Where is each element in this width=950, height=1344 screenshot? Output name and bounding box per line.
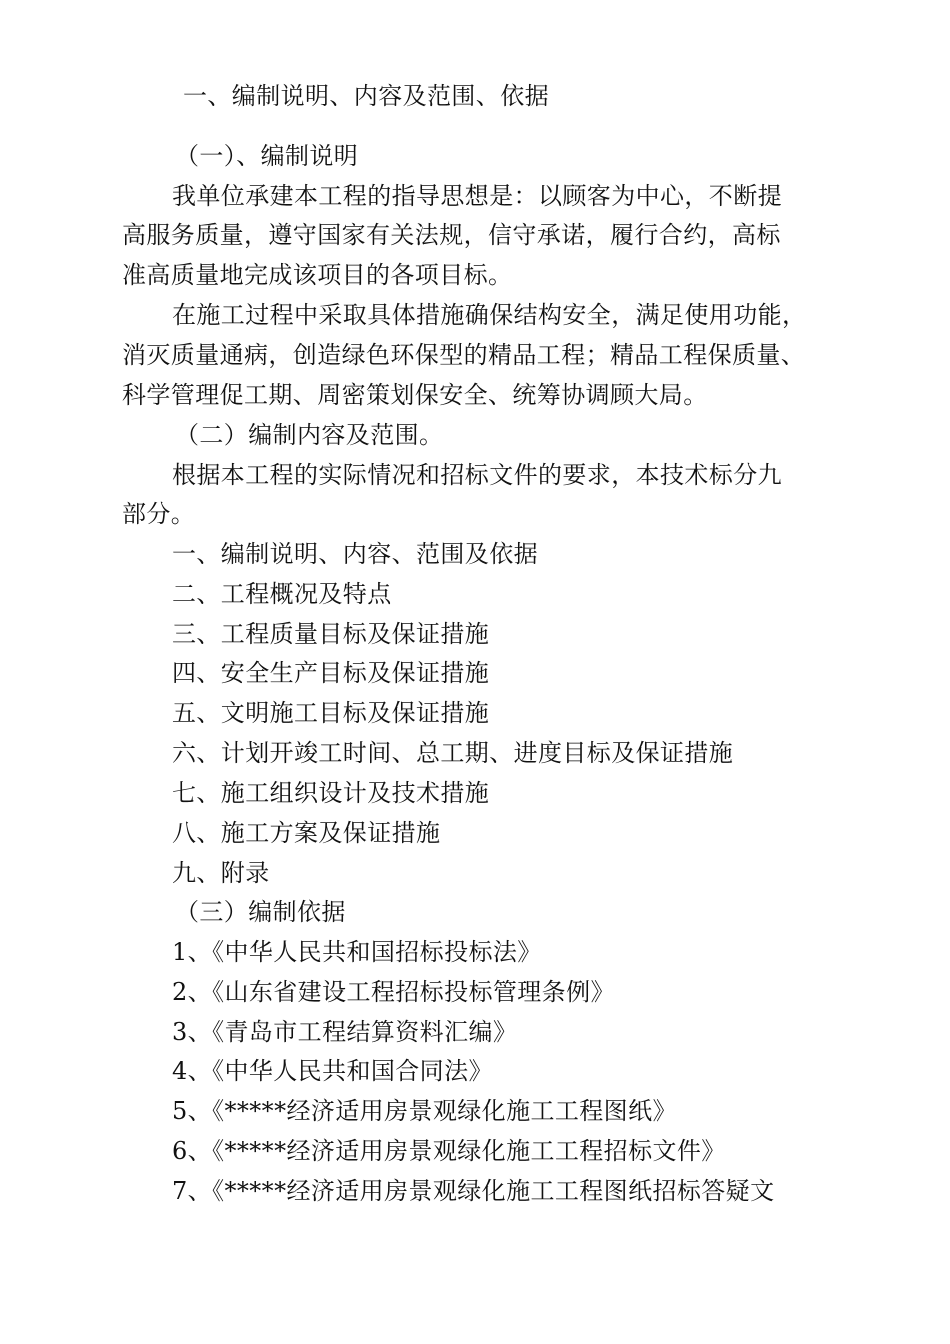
content-item-3: 三、工程质量目标及保证措施 bbox=[172, 620, 490, 648]
basis-item-7: 7、《*****经济适用房景观绿化施工工程图纸招标答疑文 bbox=[172, 1177, 775, 1205]
content-item-1: 一、编制说明、内容、范围及依据 bbox=[172, 540, 538, 568]
basis-item-1: 1、《中华人民共和国招标投标法》 bbox=[172, 938, 542, 966]
content-item-9: 九、附录 bbox=[172, 859, 270, 887]
section-3-title: （三）编制依据 bbox=[175, 898, 346, 926]
content-item-7: 七、施工组织设计及技术措施 bbox=[172, 779, 490, 807]
section-1-para-2-line-2: 消灭质量通病，创造绿色环保型的精品工程；精品工程保质量、 bbox=[122, 341, 806, 369]
section-1-para-1-line-3: 准高质量地完成该项目的各项目标。 bbox=[122, 261, 513, 289]
basis-item-6: 6、《*****经济适用房景观绿化施工工程招标文件》 bbox=[172, 1137, 726, 1165]
section-1-para-2-line-3: 科学管理促工期、周密策划保安全、统筹协调顾大局。 bbox=[122, 381, 708, 409]
content-item-5: 五、文明施工目标及保证措施 bbox=[172, 699, 490, 727]
section-2-intro-line-1: 根据本工程的实际情况和招标文件的要求，本技术标分九 bbox=[172, 461, 782, 489]
basis-item-5: 5、《*****经济适用房景观绿化施工工程图纸》 bbox=[172, 1097, 677, 1125]
section-2-title: （二）编制内容及范围。 bbox=[175, 421, 444, 449]
main-heading: 一、编制说明、内容及范围、依据 bbox=[183, 82, 549, 110]
basis-item-3: 3、《青岛市工程结算资料汇编》 bbox=[172, 1018, 518, 1046]
section-1-para-1-line-2: 高服务质量，遵守国家有关法规，信守承诺，履行合约，高标 bbox=[122, 221, 781, 249]
section-2-intro-line-2: 部分。 bbox=[122, 500, 196, 528]
content-item-6: 六、计划开竣工时间、总工期、进度目标及保证措施 bbox=[172, 739, 734, 767]
basis-item-2: 2、《山东省建设工程招标投标管理条例》 bbox=[172, 978, 615, 1006]
section-1-para-1-line-1: 我单位承建本工程的指导思想是：以顾客为中心，不断提 bbox=[172, 182, 782, 210]
content-item-8: 八、施工方案及保证措施 bbox=[172, 819, 441, 847]
content-item-2: 二、工程概况及特点 bbox=[172, 580, 392, 608]
basis-item-4: 4、《中华人民共和国合同法》 bbox=[172, 1057, 493, 1085]
section-1-para-2-line-1: 在施工过程中采取具体措施确保结构安全，满足使用功能， bbox=[172, 301, 807, 329]
content-item-4: 四、安全生产目标及保证措施 bbox=[172, 659, 490, 687]
section-1-title: （一）、编制说明 bbox=[175, 142, 359, 170]
